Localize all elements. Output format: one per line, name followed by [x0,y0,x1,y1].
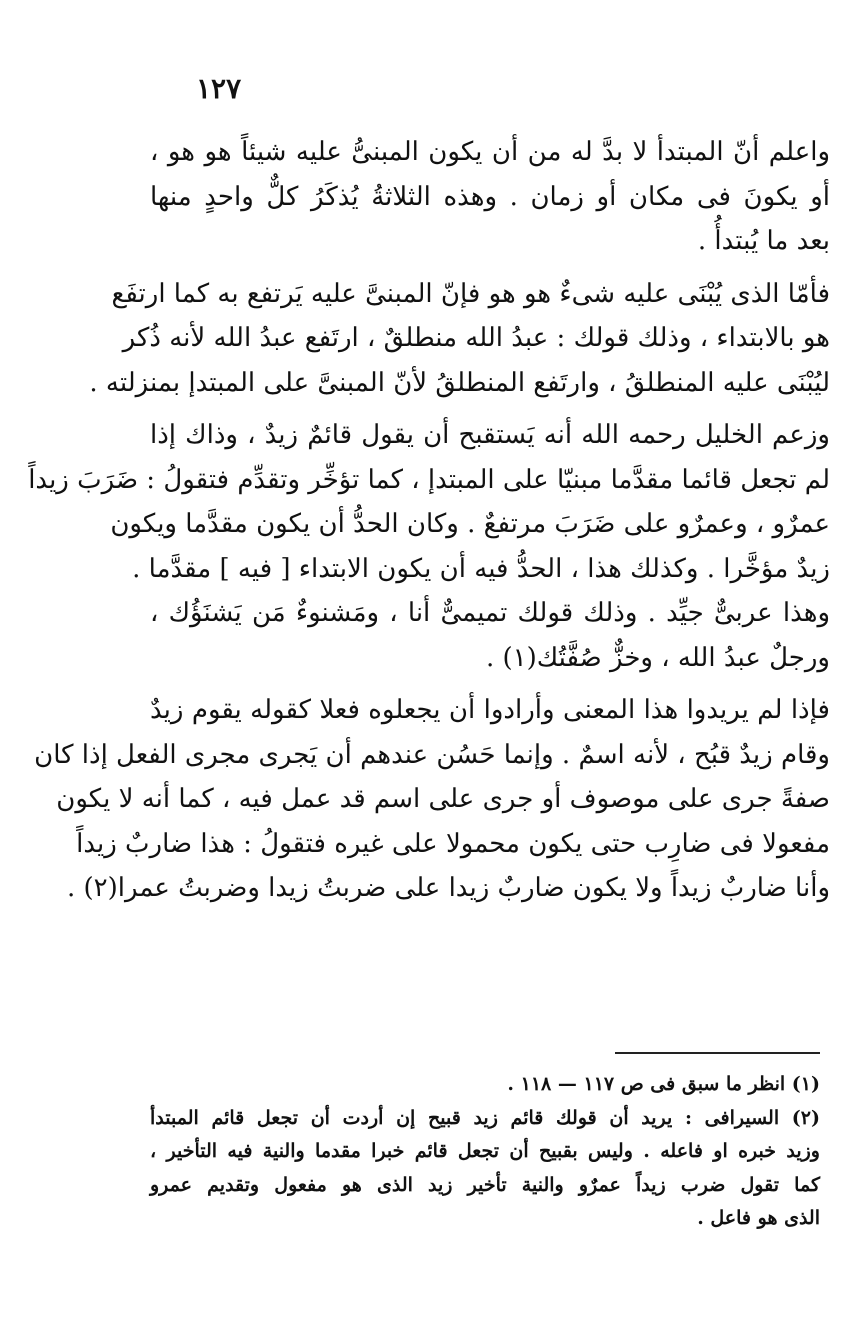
footnotes [150,1068,820,1236]
footnote-2 [150,1102,820,1236]
footnote-divider [615,1052,820,1054]
paragraph-1 [150,130,830,264]
text-line: زيدٌ مؤخَّرا . وكذلك هذا ، الحدُّ فيه أن يكون الابتداء [ فيه ] مقدَّما . [132,553,830,584]
body-text [28,130,830,919]
footnote-line: (١) انظر ما سبق فى ص ١١٧ — ١١٨ . [507,1073,820,1095]
text-line: ليُبْنَى عليه المنطلقُ ، وارتَفع المنطلقُ لأنّ المبنىَّ على المبتدإ بمنزلته . [89,367,830,398]
text-line: وقام زيدٌ قبُح ، لأنه اسمٌ . وإنما حَسُن عندهم أن يَجرى مجرى الفعل إذا كان [34,739,830,770]
text-line: بعد ما يُبتدأُ . [697,226,830,256]
text-line: أو يكونَ فى مكان أو زمان . وهذه الثلاثةُ يُذكَرُ كلٌّ واحدٍ منها [150,181,830,212]
text-line: واعلم أنّ المبتدأ لا بدَّ له من أن يكون المبنىُّ عليه شيئاً هو هو ، [150,137,830,167]
footnote-1 [150,1068,820,1102]
text-line: مفعولا فى ضارِب حتى يكون محمولا على غيره فتقولُ : هذا ضاربٌ زيداً [76,828,830,859]
text-line: وزعم الخليل رحمه الله أنه يَستقبح أن يقول قائمٌ زيدٌ ، وذاك إذا [150,420,830,450]
text-line: عمرٌو ، وعمرٌو على ضَرَبَ مرتفعٌ . وكان الحدُّ أن يكون مقدَّما ويكون [110,509,830,539]
text-line: هو بالابتداء ، وذلك قولك : عبدُ الله منطلقٌ ، ارتَفع عبدُ الله لأنه ذُكر [122,323,830,353]
text-line: ورجلٌ عبدُ الله ، وخزٌّ صُفَّتُك(١) . [485,642,830,673]
paragraph-4 [34,688,830,911]
paragraph-3 [28,413,830,680]
footnote-line: كما تقول ضرب زيداً عمرٌو والنية تأخير زيد الذى هو مفعول وتقديم عمرو [150,1173,820,1196]
footnote-line: وزيد خبره او فاعله . وليس بقبيح أن تجعل قائم خبرا مقدما والنية فيه التأخير ، [150,1140,820,1162]
text-line: وهذا عربىٌّ جيِّد . وذلك قولك تميمىٌّ أنا ، ومَشنوءٌ مَن يَشنَؤُك ، [150,598,830,628]
text-line: لم تجعل قائما مقدَّما مبنيّا على المبتدإ ، كما تؤخِّر وتقدِّم فتقولُ : ضَرَبَ زيداً [28,464,830,495]
text-line: فأمّا الذى يُبْنَى عليه شىءٌ هو هو فإنّ المبنىَّ عليه يَرتفع به كما ارتفَع [111,278,830,309]
text-line: صفةً جرى على موصوف أو جرى على اسم قد عمل فيه ، كما أنه لا يكون [56,784,830,814]
page-number: ١٢٧ [196,72,242,105]
text-line: فإذا لم يريدوا هذا المعنى وأرادوا أن يجعلوه فعلا كقوله يقوم زيدٌ [150,695,830,725]
footnote-line: (٢) السيرافى : يريد أن قولك قائم زيد قبيح إن أردت أن تجعل قائم المبتدأ [150,1106,820,1129]
paragraph-2 [89,272,830,406]
text-line: وأنا ضاربٌ زيداً ولا يكون ضاربٌ زيدا على ضربتُ زيدا وضربتُ عمرا(٢) . [66,873,830,903]
footnote-line: الذى هو فاعل . [697,1207,820,1229]
